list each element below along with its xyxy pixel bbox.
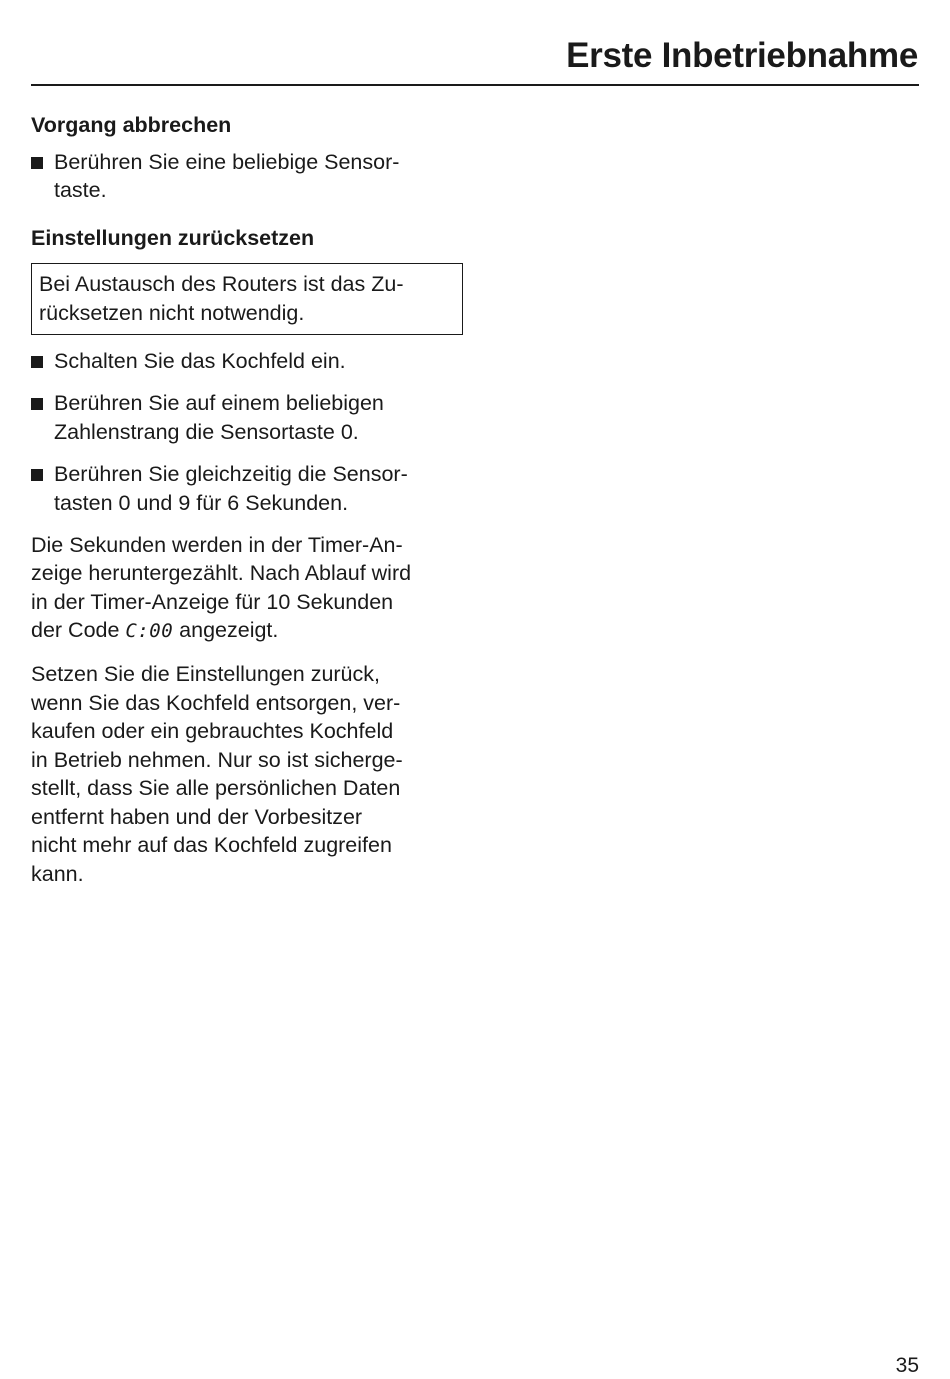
heading-vorgang-abbrechen: Vorgang abbrechen: [31, 113, 232, 137]
page-header-title: Erste Inbetriebnahme: [566, 36, 918, 75]
note-text: Bei Austausch des Routers ist das Zu- rücksetzen nicht notwendig.: [39, 272, 404, 325]
header-rule: [31, 84, 919, 86]
square-bullet-icon: [31, 356, 43, 368]
list-item: [31, 148, 463, 205]
paragraph-timer: [31, 531, 463, 646]
paragraph-reset-info: Setzen Sie die Einstellungen zurück, wenn Sie das Kochfeld entsorgen, ver- kaufen oder ein gebrauchtes Kochfeld in Betrieb nehmen. Nur so ist sicherge- stellt, dass Sie alle persönlichen Daten entfernt haben und der Vorbesitzer nicht mehr auf das Kochfeld zugreifen kann.: [31, 661, 403, 887]
step-text: Schalten Sie das Kochfeld ein.: [54, 348, 346, 373]
square-bullet-icon: [31, 469, 43, 481]
page-number: 35: [895, 1354, 919, 1377]
display-code: C:00: [125, 620, 174, 643]
list-item: [31, 389, 463, 446]
cancel-steps: [31, 148, 463, 205]
paragraph-timer-text: Die Sekunden werden in der Timer-An- zeige heruntergezählt. Nach Ablauf wird in der Timer-Anzeige für 10 Sekunden der Code: [31, 532, 412, 643]
step-text: Berühren Sie eine beliebige Sensor- taste.: [54, 149, 400, 203]
heading-einstellungen-zuruecksetzen: Einstellungen zurücksetzen: [31, 225, 315, 250]
step-text: Berühren Sie gleichzeitig die Sensor- tasten 0 und 9 für 6 Sekunden.: [54, 462, 408, 515]
square-bullet-icon: [31, 157, 43, 169]
square-bullet-icon: [31, 398, 43, 410]
content-column: [31, 108, 463, 889]
reset-steps: [31, 347, 463, 518]
paragraph-timer-text-end: angezeigt.: [173, 618, 279, 643]
list-item: [31, 347, 463, 376]
step-text: Berühren Sie auf einem beliebigen Zahlenstrang die Sensortaste 0.: [54, 391, 384, 444]
list-item: [31, 460, 463, 517]
note-box: [31, 263, 463, 334]
